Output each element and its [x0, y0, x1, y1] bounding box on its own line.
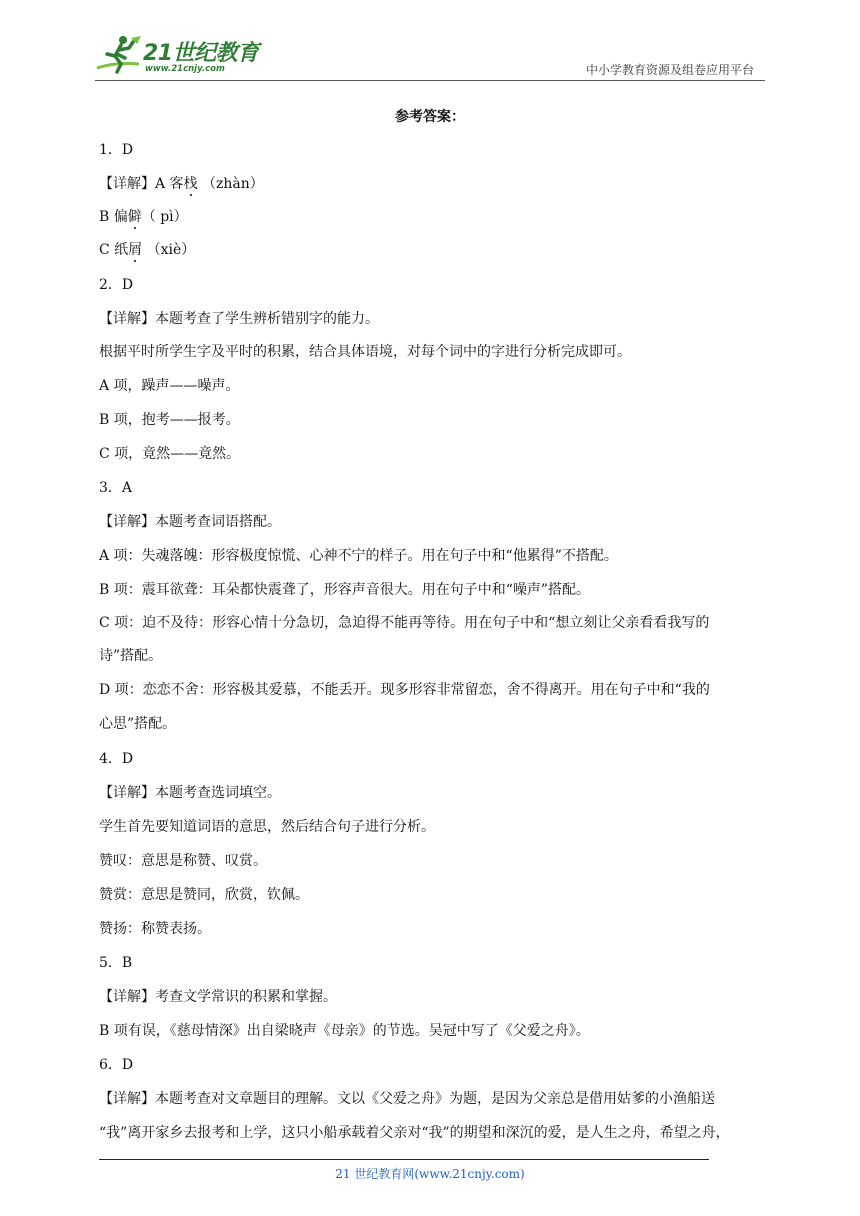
explanation-line: 【详解】A 客栈 （zhàn） — [99, 176, 264, 192]
explanation-line: 【详解】本题考查选词填空。 — [99, 785, 281, 801]
explanation-line: 根据平时所学生字及平时的积累，结合具体语境，对每个词中的字进行分析完成即可。 — [99, 344, 631, 360]
platform-label: 中小学教育资源及组卷应用平台 — [585, 63, 754, 77]
answer-number: 5．B — [99, 955, 133, 971]
explanation-line: B 偏僻（ pì） — [99, 209, 188, 225]
explanation-line: D 项：恋恋不舍：形容极其爱慕，不能丢开。现多形容非常留恋，舍不得离开。用在句子中和“我的 — [99, 682, 710, 698]
explanation-line: 赞扬：称赞表扬。 — [99, 921, 211, 937]
answer-number: 6．D — [99, 1057, 134, 1073]
logo-url: www.21cnjy.com — [145, 64, 225, 74]
emphasis-char: 栈 — [183, 176, 198, 192]
footer-link[interactable]: 21 世纪教育网(www.21cnjy.com) — [335, 1167, 525, 1181]
explanation-line: B 项有误，《慈母情深》出自梁晓声《母亲》的节选。吴冠中写了《父爱之舟》。 — [99, 1023, 590, 1039]
page-header — [0, 0, 860, 80]
site-logo — [95, 34, 260, 78]
explanation-line: A 项，躁声——噪声。 — [99, 378, 240, 394]
page-title: 参考答案： — [395, 109, 465, 125]
explanation-line: “我”离开家乡去报考和上学，这只小船承载着父亲对“我”的期望和深沉的爱，是人生之舟，希望之舟， — [99, 1125, 730, 1141]
answer-number: 2．D — [99, 277, 134, 293]
explanation-line: 心思”搭配。 — [99, 716, 177, 732]
explanation-line: C 项：迫不及待：形容心情十分急切，急迫得不能再等待。用在句子中和“想立刻让父亲看看我写的 — [99, 615, 710, 631]
emphasis-char: 僻 — [127, 209, 142, 225]
logo-text: 21世纪教育 — [143, 41, 259, 66]
explanation-line: 【详解】本题考查对文章题目的理解。文以《父爱之舟》为题，是因为父亲总是借用姑爹的小渔船送 — [99, 1091, 715, 1107]
explanation-line: B 项，抱考——报考。 — [99, 412, 240, 428]
explanation-line: 赞叹：意思是称赞、叹赏。 — [99, 853, 267, 869]
explanation-line: 【详解】考查文学常识的积累和掌握。 — [99, 989, 337, 1005]
explanation-line: 赞赏：意思是赞同，欣赏，钦佩。 — [99, 887, 309, 903]
explanation-line: 诗”搭配。 — [99, 648, 163, 664]
footer-divider — [99, 1159, 709, 1160]
explanation-line: C 纸屑 （xiè） — [99, 242, 196, 258]
explanation-line: 学生首先要知道词语的意思，然后结合句子进行分析。 — [99, 819, 435, 835]
header-divider — [95, 80, 765, 81]
running-man-icon — [95, 34, 145, 76]
answer-number: 4．D — [99, 751, 134, 767]
explanation-line: C 项，竟然——竟然。 — [99, 446, 241, 462]
explanation-line: A 项：失魂落魄：形容极度惊慌、心神不宁的样子。用在句子中和“他累得”不搭配。 — [99, 548, 618, 564]
answer-number: 3．A — [99, 480, 133, 496]
explanation-line: 【详解】本题考查了学生辨析错别字的能力。 — [99, 311, 379, 327]
answer-number: 1．D — [99, 142, 134, 158]
explanation-line: 【详解】本题考查词语搭配。 — [99, 514, 281, 530]
explanation-line: B 项：震耳欲聋：耳朵都快震聋了，形容声音很大。用在句子中和“噪声”搭配。 — [99, 582, 591, 598]
emphasis-char: 屑 — [128, 242, 143, 258]
